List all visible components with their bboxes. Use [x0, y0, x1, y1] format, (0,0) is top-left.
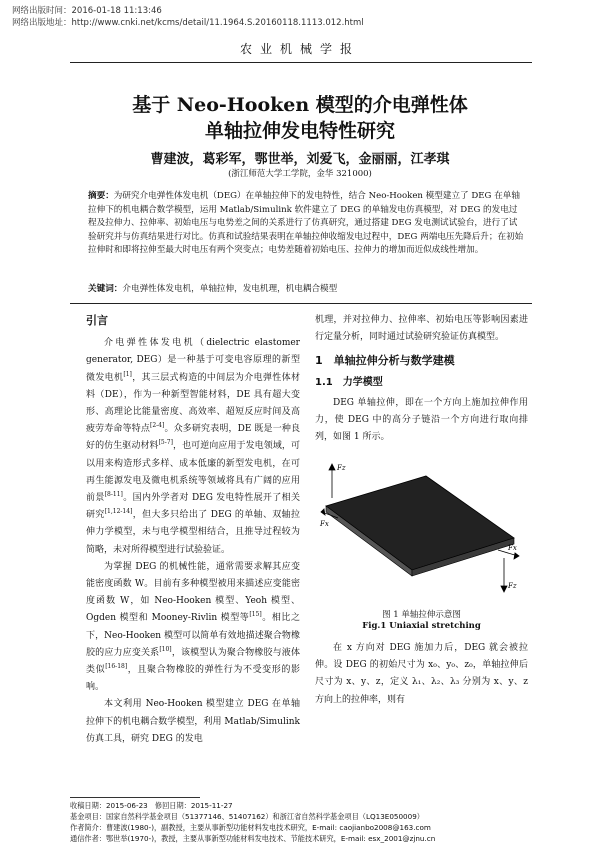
intro-paragraph-1: 介电弹性体发电机（dielectric elastomer generator, DEG）是一种基于可变电容原理的新型微发电机[1]，其三层式构造的中间层为介电弹性体材料（DE），作为一种新型智能材料，DE 具有超大变形、高理论比能量密度、高效率、超短反应时间及高疲劳寿命等特点[2-4]。众多研究表明，DE 既是一种良好的仿生驱动材料[5-7]，也可逆向应用于发电领域，可以用来构造形式多样、成本低廉的新型发电机，在可再生能源发电及微电机系统等领域将具有广阔的应用前景[8-11]。国内外学者对 DEG 发电特性展开了相关研究[1,12-14]，但大多只给出了 DEG 的单轴、双轴拉伸力学模型，未与电学模型相结合，且推导过程较为简略，未对所得模型进行试验验证。 — [86, 338, 300, 555]
force-label: Fx — [320, 520, 329, 528]
paper-title-line1: 基于 Neo-Hooken 模型的介电弹性体 — [132, 94, 468, 116]
header-divider — [70, 62, 532, 63]
keywords-label: 关键词： — [88, 284, 123, 294]
arrowhead — [514, 553, 519, 559]
citation: [8-11] — [104, 491, 123, 499]
arrowhead — [321, 509, 325, 515]
citation: [1] — [123, 370, 132, 378]
keywords-text: 介电弹性体发电机，单轴拉伸，发电机理，机电耦合模型 — [122, 284, 338, 294]
mechanics-paragraph: DEG 单轴拉伸，即在一个方向上施加拉伸作用力，使 DEG 中的高分子链沿一个方向进行取向排列，如图 1 所示。 — [315, 397, 528, 443]
citation: [5-7] — [158, 439, 173, 447]
footnote-author: 作者简介：曹建波(1980-)，副教授，主要从事新型功能材料发电技术研究，E-mail: caojianbo2008@163.com — [70, 823, 431, 832]
intro-paragraph-2: 为掌握 DEG 的机械性能，通常需要求解其应变能密度函数 W。目前有多种模型被用来描述应变能密度函数 W，如 Neo-Hooken 模型、Yeoh 模型、Ogden 模型和 Mooney-Rivlin 模型等[15]。相比之下，Neo-Hooken 模型可以简单有效地描述聚合物橡胶的应力应变关系[10]，该模型认为聚合物橡胶与液体类似[16-18]，且聚合物橡胶的弹性行为不受变形的影响。 — [86, 561, 300, 693]
right-column-top — [315, 312, 528, 446]
footnote-divider — [70, 797, 200, 798]
authors: 曹建波，葛彩军，鄂世举，刘爱飞，金丽丽，江孝琪 — [150, 152, 450, 167]
figure-caption-en: Fig.1 Uniaxial stretching — [362, 621, 481, 631]
stretch-paragraph: 在 x 方向对 DEG 施加力后，DEG 就会被拉伸。设 DEG 的初始尺寸为 x₀、y₀、z₀，单轴拉伸后尺寸为 x、y、z，定义 λ₁、λ₂、λ₃ 分别为 x、y、z 方向上的拉伸率，则有 — [315, 643, 528, 705]
footnote-funding: 基金项目：国家自然科学基金项目（51377146、51407162）和浙江省自然科学基金项目（LQ13E050009） — [70, 812, 424, 821]
arrowhead — [501, 586, 507, 592]
journal-name: 农业机械学报 — [239, 42, 360, 56]
paper-title-line2: 单轴拉伸发电特性研究 — [204, 120, 395, 142]
left-column — [86, 312, 300, 748]
citation: [15] — [249, 611, 262, 619]
abstract-divider — [70, 303, 532, 304]
force-label: Fx — [508, 544, 517, 552]
footnote-corresponding: 通信作者：鄂世举(1970-)，教授，主要从事新型功能材料发电技术、节能技术研究，E-mail: esx_2001@zjnu.cn — [70, 834, 436, 843]
abstract-label: 摘要： — [88, 191, 114, 201]
force-label: Fz — [508, 582, 517, 590]
section-1-heading: 1 单轴拉伸分析与数学建模 — [315, 354, 455, 368]
intro-heading: 引言 — [86, 314, 108, 327]
arrowhead — [329, 464, 335, 470]
publish-time: 网络出版时间：2016-01-18 11:13:46 — [12, 6, 162, 16]
footnote-received: 收稿日期：2015-06-23 修回日期：2015-11-27 — [70, 801, 233, 810]
intro-paragraph-cont: 机理，并对拉伸力、拉伸率、初始电压等影响因素进行定量分析，同时通过试验研究验证仿真模型。 — [315, 315, 528, 343]
section-1-1-heading: 1.1 力学模型 — [315, 376, 383, 388]
force-label: Fz — [337, 464, 346, 472]
keywords — [88, 282, 524, 294]
figure-1-uniaxial-stretching — [318, 458, 524, 598]
figure-caption-cn: 图 1 单轴拉伸示意图 — [382, 610, 461, 620]
affiliation: (浙江师范大学工学院，金华 321000) — [228, 169, 372, 179]
intro-paragraph-3: 本文利用 Neo-Hooken 模型建立 DEG 在单轴拉伸下的机电耦合数学模型，利用 Matlab/Simulink 仿真工具，研究 DEG 的发电 — [86, 699, 300, 744]
publish-address: 网络出版地址：http://www.cnki.net/kcms/detail/11.1964.S.20160118.1113.012.html — [12, 18, 364, 28]
citation: [10] — [159, 645, 172, 653]
abstract-text: 为研究介电弹性体发电机（DEG）在单轴拉伸下的发电特性，结合 Neo-Hooken 模型建立了 DEG 在单轴拉伸下的机电耦合数学模型，运用 Matlab/Simulink 软件建立了 DEG 的单轴发电仿真模型，对 DEG 的发电过程及拉伸力、拉伸率、初始电压与电势差之间的关系进行了仿真研究，通过搭建 DEG 发电测试试验台，进行了试验研究并与仿真结果进行对比。仿真和试验结果表明在单轴拉伸收缩发电过程中，DEG 两端电压先降后升；在初始拉伸时和即将拉伸至最大时电压有两个突变点；电势差随着初始电压、拉伸力的增加而近似成线性增加。 — [88, 191, 524, 256]
elastomer-top-face — [326, 476, 514, 570]
citation: [16-18] — [105, 663, 128, 671]
citation: [1,12-14] — [104, 508, 133, 516]
abstract — [88, 190, 524, 258]
footnotes — [70, 800, 550, 844]
citation: [2-4] — [150, 422, 165, 430]
